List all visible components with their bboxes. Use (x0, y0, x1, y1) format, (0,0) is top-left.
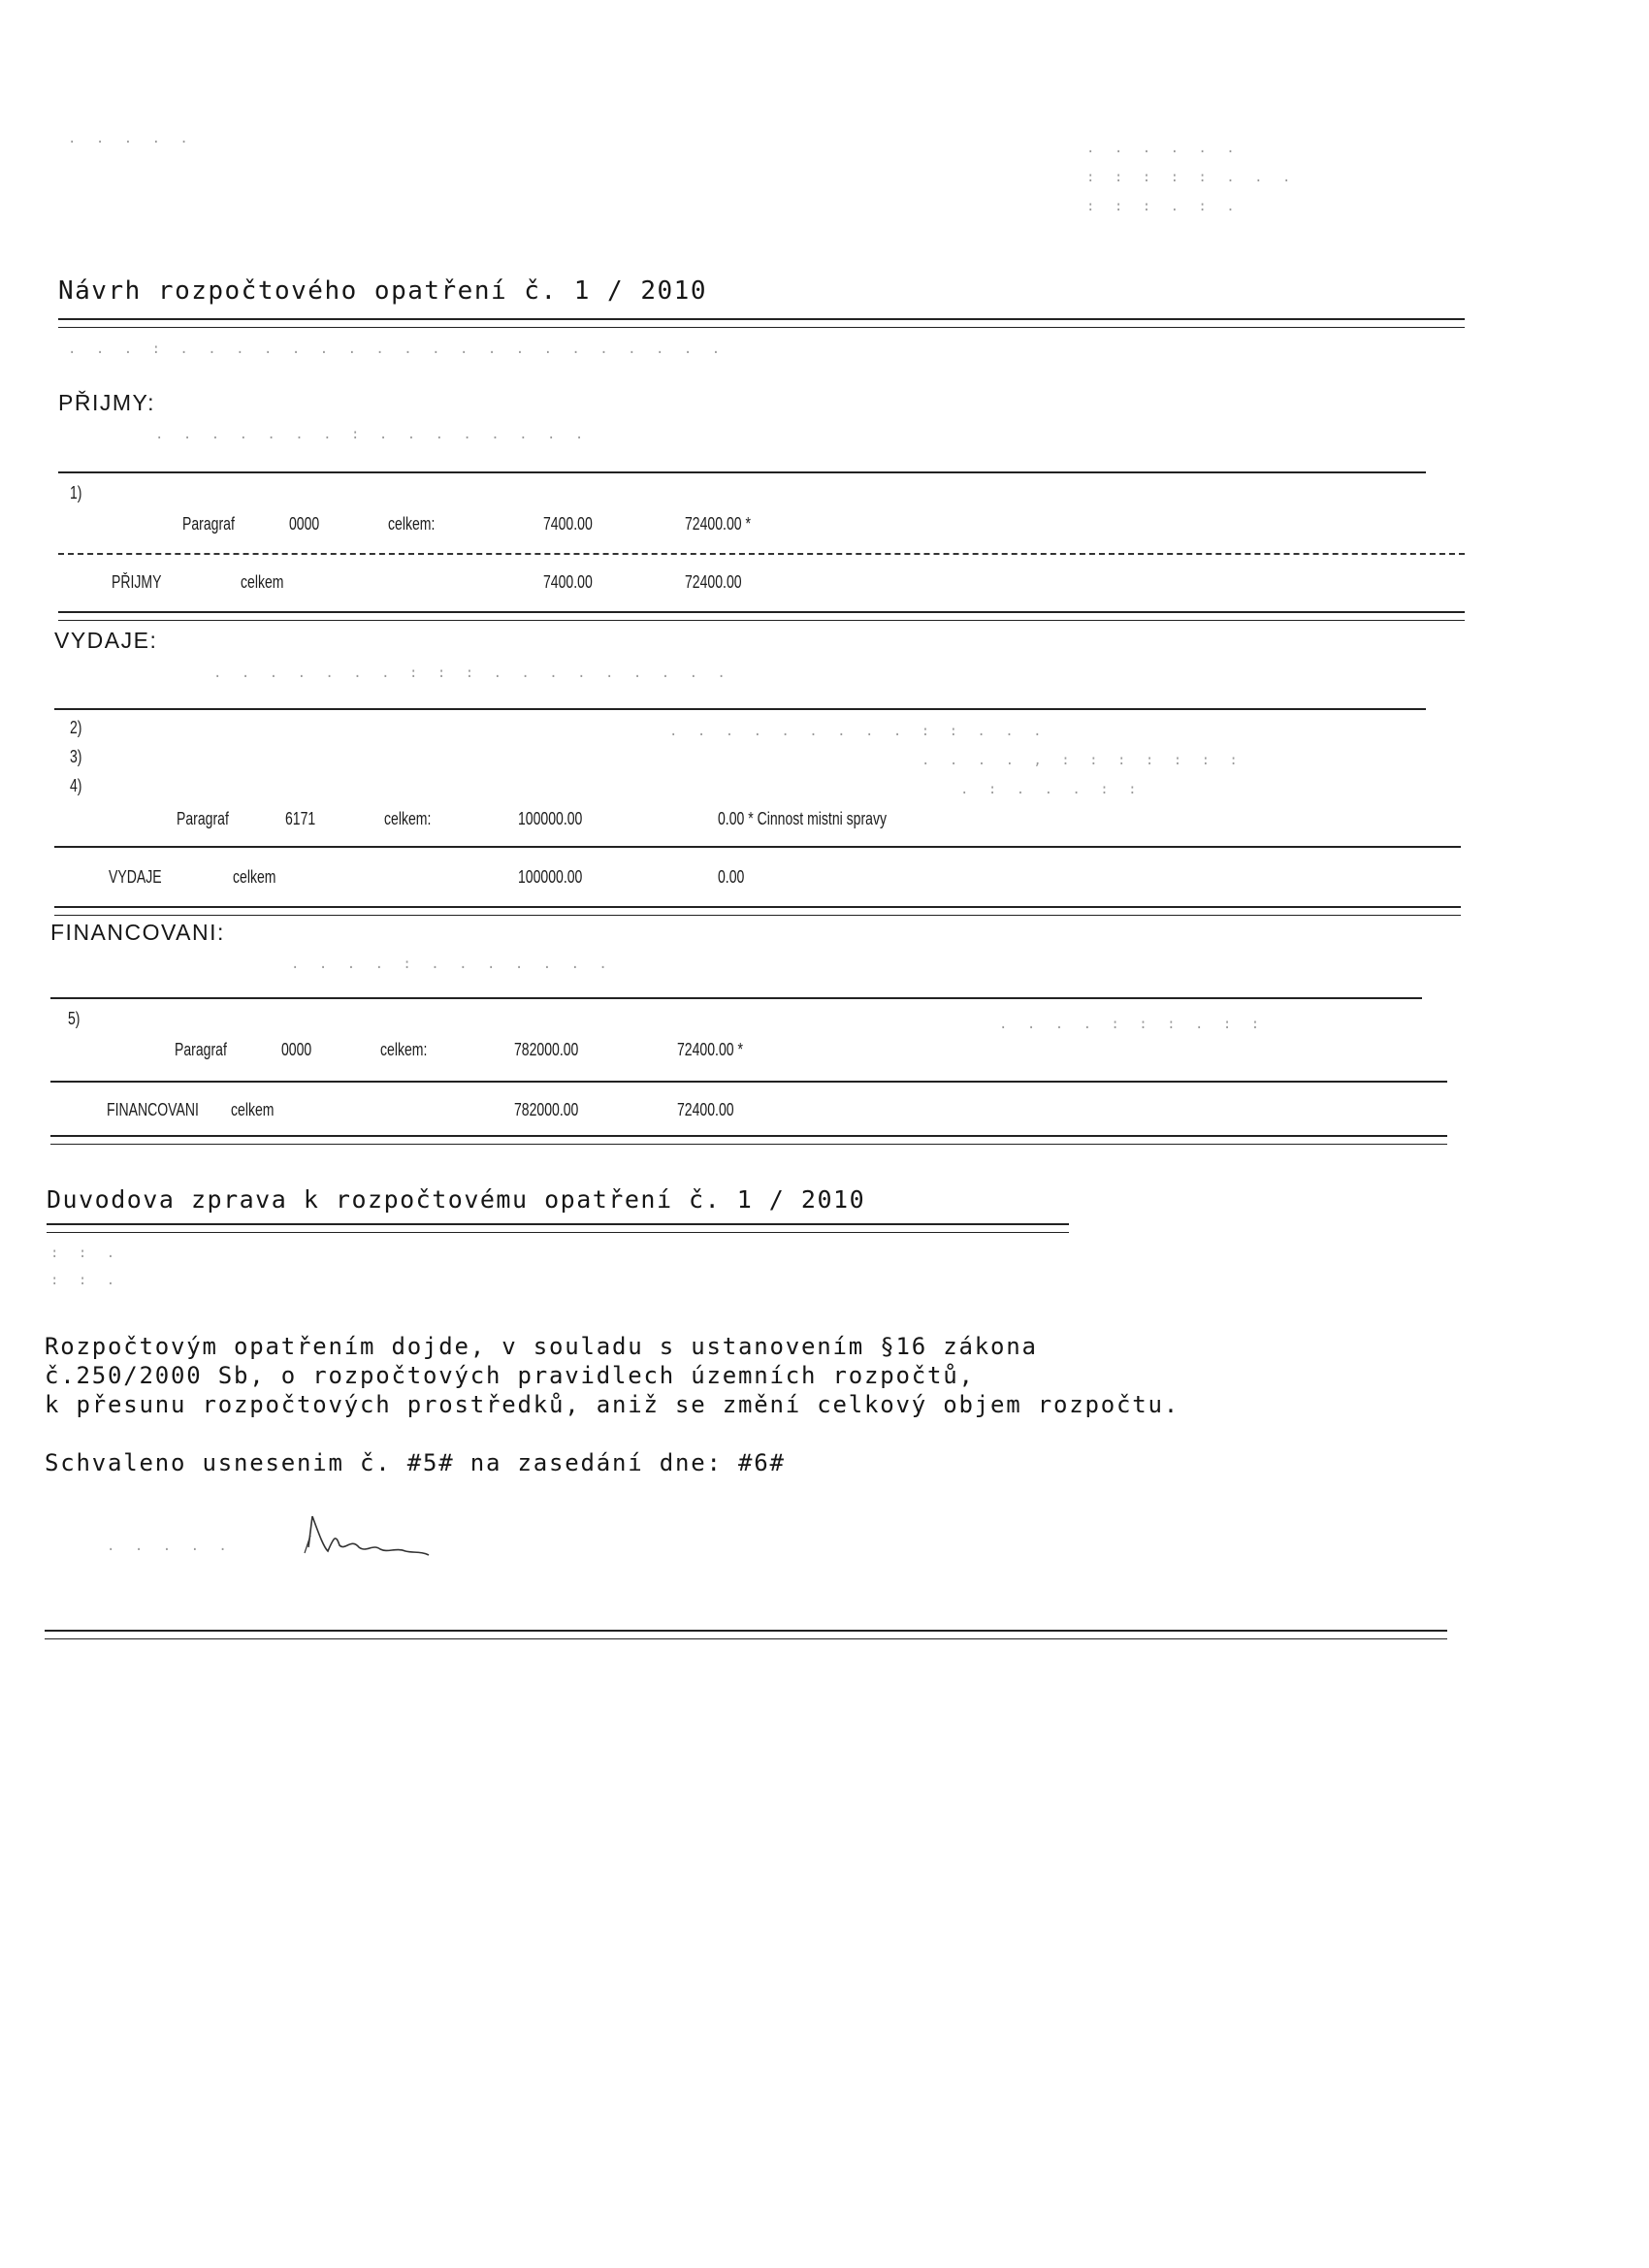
amount-a: 100000.00 (518, 809, 583, 828)
explanation-line: č.250/2000 Sb, o rozpočtových pravidlech územních rozpočtů, (45, 1362, 975, 1389)
scan-noise: : : . (50, 1246, 121, 1261)
total-label: VYDAJE (109, 867, 162, 887)
signature-icon (291, 1508, 485, 1576)
scan-noise: . . . . . . . : . . . . . . . . (155, 427, 590, 442)
scan-noise: . . . . . (68, 131, 194, 146)
total-label: PŘIJMY (112, 572, 162, 592)
scan-noise: : : . (50, 1273, 121, 1288)
amount-a: 782000.00 (514, 1040, 579, 1059)
amount-b: 72400.00 * (685, 514, 751, 534)
line-number: 1) (70, 483, 82, 502)
amount-a: 7400.00 (543, 514, 593, 534)
scan-noise: . . . . . . . : : : . . . . . . . . . (213, 665, 731, 681)
divider (54, 906, 1461, 908)
total-amount-a: 100000.00 (518, 867, 583, 887)
divider (58, 620, 1465, 621)
divider (50, 1144, 1447, 1145)
celkem-label: celkem: (388, 514, 436, 534)
section-label-vydaje: VYDAJE: (54, 628, 158, 653)
line-number: 5) (68, 1009, 81, 1028)
divider (58, 611, 1465, 613)
total-celkem: celkem (233, 867, 276, 887)
paragraph-code: 0000 (289, 514, 320, 534)
divider (45, 1638, 1447, 1639)
divider (45, 1630, 1447, 1632)
paragraph-code: 0000 (281, 1040, 312, 1059)
section-label-prijmy: PŘIJMY: (58, 390, 155, 415)
divider (58, 471, 1426, 473)
celkem-label: celkem: (380, 1040, 428, 1059)
line-number: 4) (70, 776, 82, 795)
total-amount-a: 7400.00 (543, 572, 593, 592)
scan-noise: . . . . . . (1086, 141, 1241, 156)
divider (50, 997, 1422, 999)
approval-line: Schvaleno usnesenim č. #5# na zasedání dne: #6# (45, 1449, 786, 1476)
document-title: Návrh rozpočtového opatření č. 1 / 2010 (58, 276, 707, 306)
total-amount-b: 72400.00 (685, 572, 742, 592)
paragraph-label: Paragraf (175, 1040, 227, 1059)
scan-noise: : : : : : . . . (1086, 170, 1297, 185)
total-celkem: celkem (241, 572, 284, 592)
section-label-financovani: FINANCOVANI: (50, 920, 225, 945)
scan-noise: . . . . . . . . . : : . . . (669, 724, 1048, 739)
line-number: 2) (70, 718, 82, 737)
line-number: 3) (70, 747, 82, 766)
scan-noise: . . . . , : : : : : : : (922, 753, 1244, 768)
divider (47, 1223, 1069, 1225)
celkem-label: celkem: (384, 809, 432, 828)
total-celkem: celkem (231, 1100, 275, 1119)
paragraph-code: 6171 (285, 809, 316, 828)
divider (58, 553, 1465, 555)
divider (50, 1135, 1447, 1137)
explanation-line: k přesunu rozpočtových prostředků, aniž se změní celkový objem rozpočtu. (45, 1391, 1180, 1418)
total-amount-b: 72400.00 (677, 1100, 734, 1119)
explanation-title: Duvodova zprava k rozpočtovému opatření č. 1 / 2010 (47, 1185, 866, 1214)
scan-noise: . . . . : : : . : : (999, 1017, 1266, 1032)
divider (58, 318, 1465, 320)
divider (58, 327, 1465, 328)
total-label: FINANCOVANI (107, 1100, 199, 1119)
scan-noise: . : . . . : : (960, 782, 1143, 797)
total-amount-a: 782000.00 (514, 1100, 579, 1119)
amount-b: 72400.00 * (677, 1040, 743, 1059)
paragraph-label: Paragraf (177, 809, 229, 828)
paragraph-label: Paragraf (182, 514, 235, 534)
total-amount-b: 0.00 (718, 867, 745, 887)
scan-noise: . . . . . (107, 1539, 233, 1554)
divider (50, 1081, 1447, 1083)
scan-noise: : : : . : . (1086, 199, 1241, 214)
divider (54, 915, 1461, 916)
explanation-line: Rozpočtovým opatřením dojde, v souladu s ustanovením §16 zákona (45, 1333, 1038, 1360)
divider (54, 708, 1426, 710)
scan-noise: . . . : . . . . . . . . . . . . . . . . . . . . (68, 341, 727, 357)
amount-b: 0.00 * Cinnost mistni spravy (718, 809, 888, 828)
divider (54, 846, 1461, 848)
scan-noise: . . . . : . . . . . . . (291, 956, 613, 972)
divider (47, 1232, 1069, 1233)
